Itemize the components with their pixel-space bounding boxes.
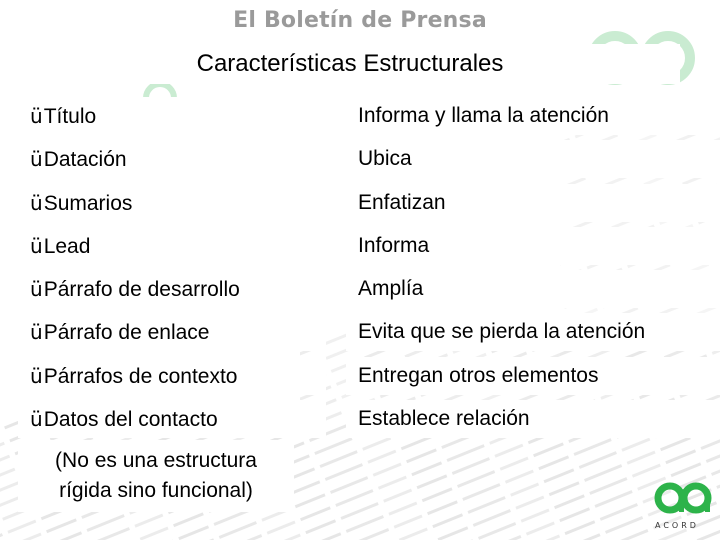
checkmark-icon: ü bbox=[30, 277, 43, 302]
table-row bbox=[0, 354, 720, 397]
header-title: El Boletín de Prensa bbox=[233, 8, 487, 33]
function-cell bbox=[346, 357, 720, 395]
note-line-2: rígida sino funcional) bbox=[59, 479, 253, 502]
checkmark-icon: ü bbox=[30, 407, 43, 432]
function-label: Amplía bbox=[358, 277, 424, 301]
checkmark-icon: ü bbox=[30, 147, 43, 172]
function-cell bbox=[346, 184, 720, 222]
table-row bbox=[0, 137, 720, 180]
structure-table bbox=[0, 94, 720, 440]
function-label: Entregan otros elementos bbox=[358, 363, 599, 387]
note-box bbox=[18, 440, 294, 512]
feature-cell bbox=[18, 140, 326, 178]
function-label: Informa y llama la atención bbox=[358, 104, 609, 127]
acord-logo bbox=[650, 478, 720, 540]
checkmark-icon: ü bbox=[30, 104, 43, 128]
feature-cell bbox=[18, 184, 326, 222]
table-row bbox=[0, 267, 720, 310]
feature-cell bbox=[18, 227, 326, 265]
feature-label: Lead bbox=[43, 234, 91, 258]
feature-cell bbox=[18, 270, 326, 308]
function-label: Enfatizan bbox=[358, 190, 446, 214]
function-label: Ubica bbox=[358, 147, 412, 171]
feature-cell bbox=[18, 400, 326, 438]
feature-label: Sumarios bbox=[43, 191, 133, 215]
feature-label: Párrafos de contexto bbox=[43, 364, 238, 388]
function-label: Establece relación bbox=[358, 407, 530, 431]
table-row bbox=[0, 310, 720, 353]
function-cell bbox=[346, 400, 720, 438]
feature-label: Datos del contacto bbox=[43, 408, 218, 432]
function-cell bbox=[346, 97, 720, 135]
function-cell bbox=[346, 140, 720, 178]
table-row bbox=[0, 94, 720, 137]
function-cell bbox=[346, 270, 720, 308]
table-row bbox=[0, 181, 720, 224]
feature-cell bbox=[18, 97, 326, 135]
table-row bbox=[0, 224, 720, 267]
function-cell bbox=[346, 313, 720, 351]
checkmark-icon: ü bbox=[30, 363, 43, 388]
checkmark-icon: ü bbox=[30, 320, 43, 345]
note-line-1: (No es una estructura bbox=[55, 449, 257, 472]
table-row bbox=[0, 397, 720, 440]
function-label: Informa bbox=[358, 233, 430, 257]
function-label: Evita que se pierda la atención bbox=[358, 320, 646, 344]
checkmark-icon: ü bbox=[30, 190, 43, 215]
feature-label: Párrafo de desarrollo bbox=[43, 278, 240, 302]
feature-label: Título bbox=[43, 105, 97, 128]
logo-text: ACORD bbox=[655, 521, 699, 530]
feature-cell bbox=[18, 357, 326, 395]
slide-title: Características Estructurales bbox=[196, 50, 504, 77]
function-cell bbox=[346, 227, 720, 265]
feature-cell bbox=[18, 313, 326, 351]
feature-label: Párrafo de enlace bbox=[43, 321, 210, 345]
checkmark-icon: ü bbox=[30, 233, 43, 258]
feature-label: Datación bbox=[43, 148, 127, 172]
